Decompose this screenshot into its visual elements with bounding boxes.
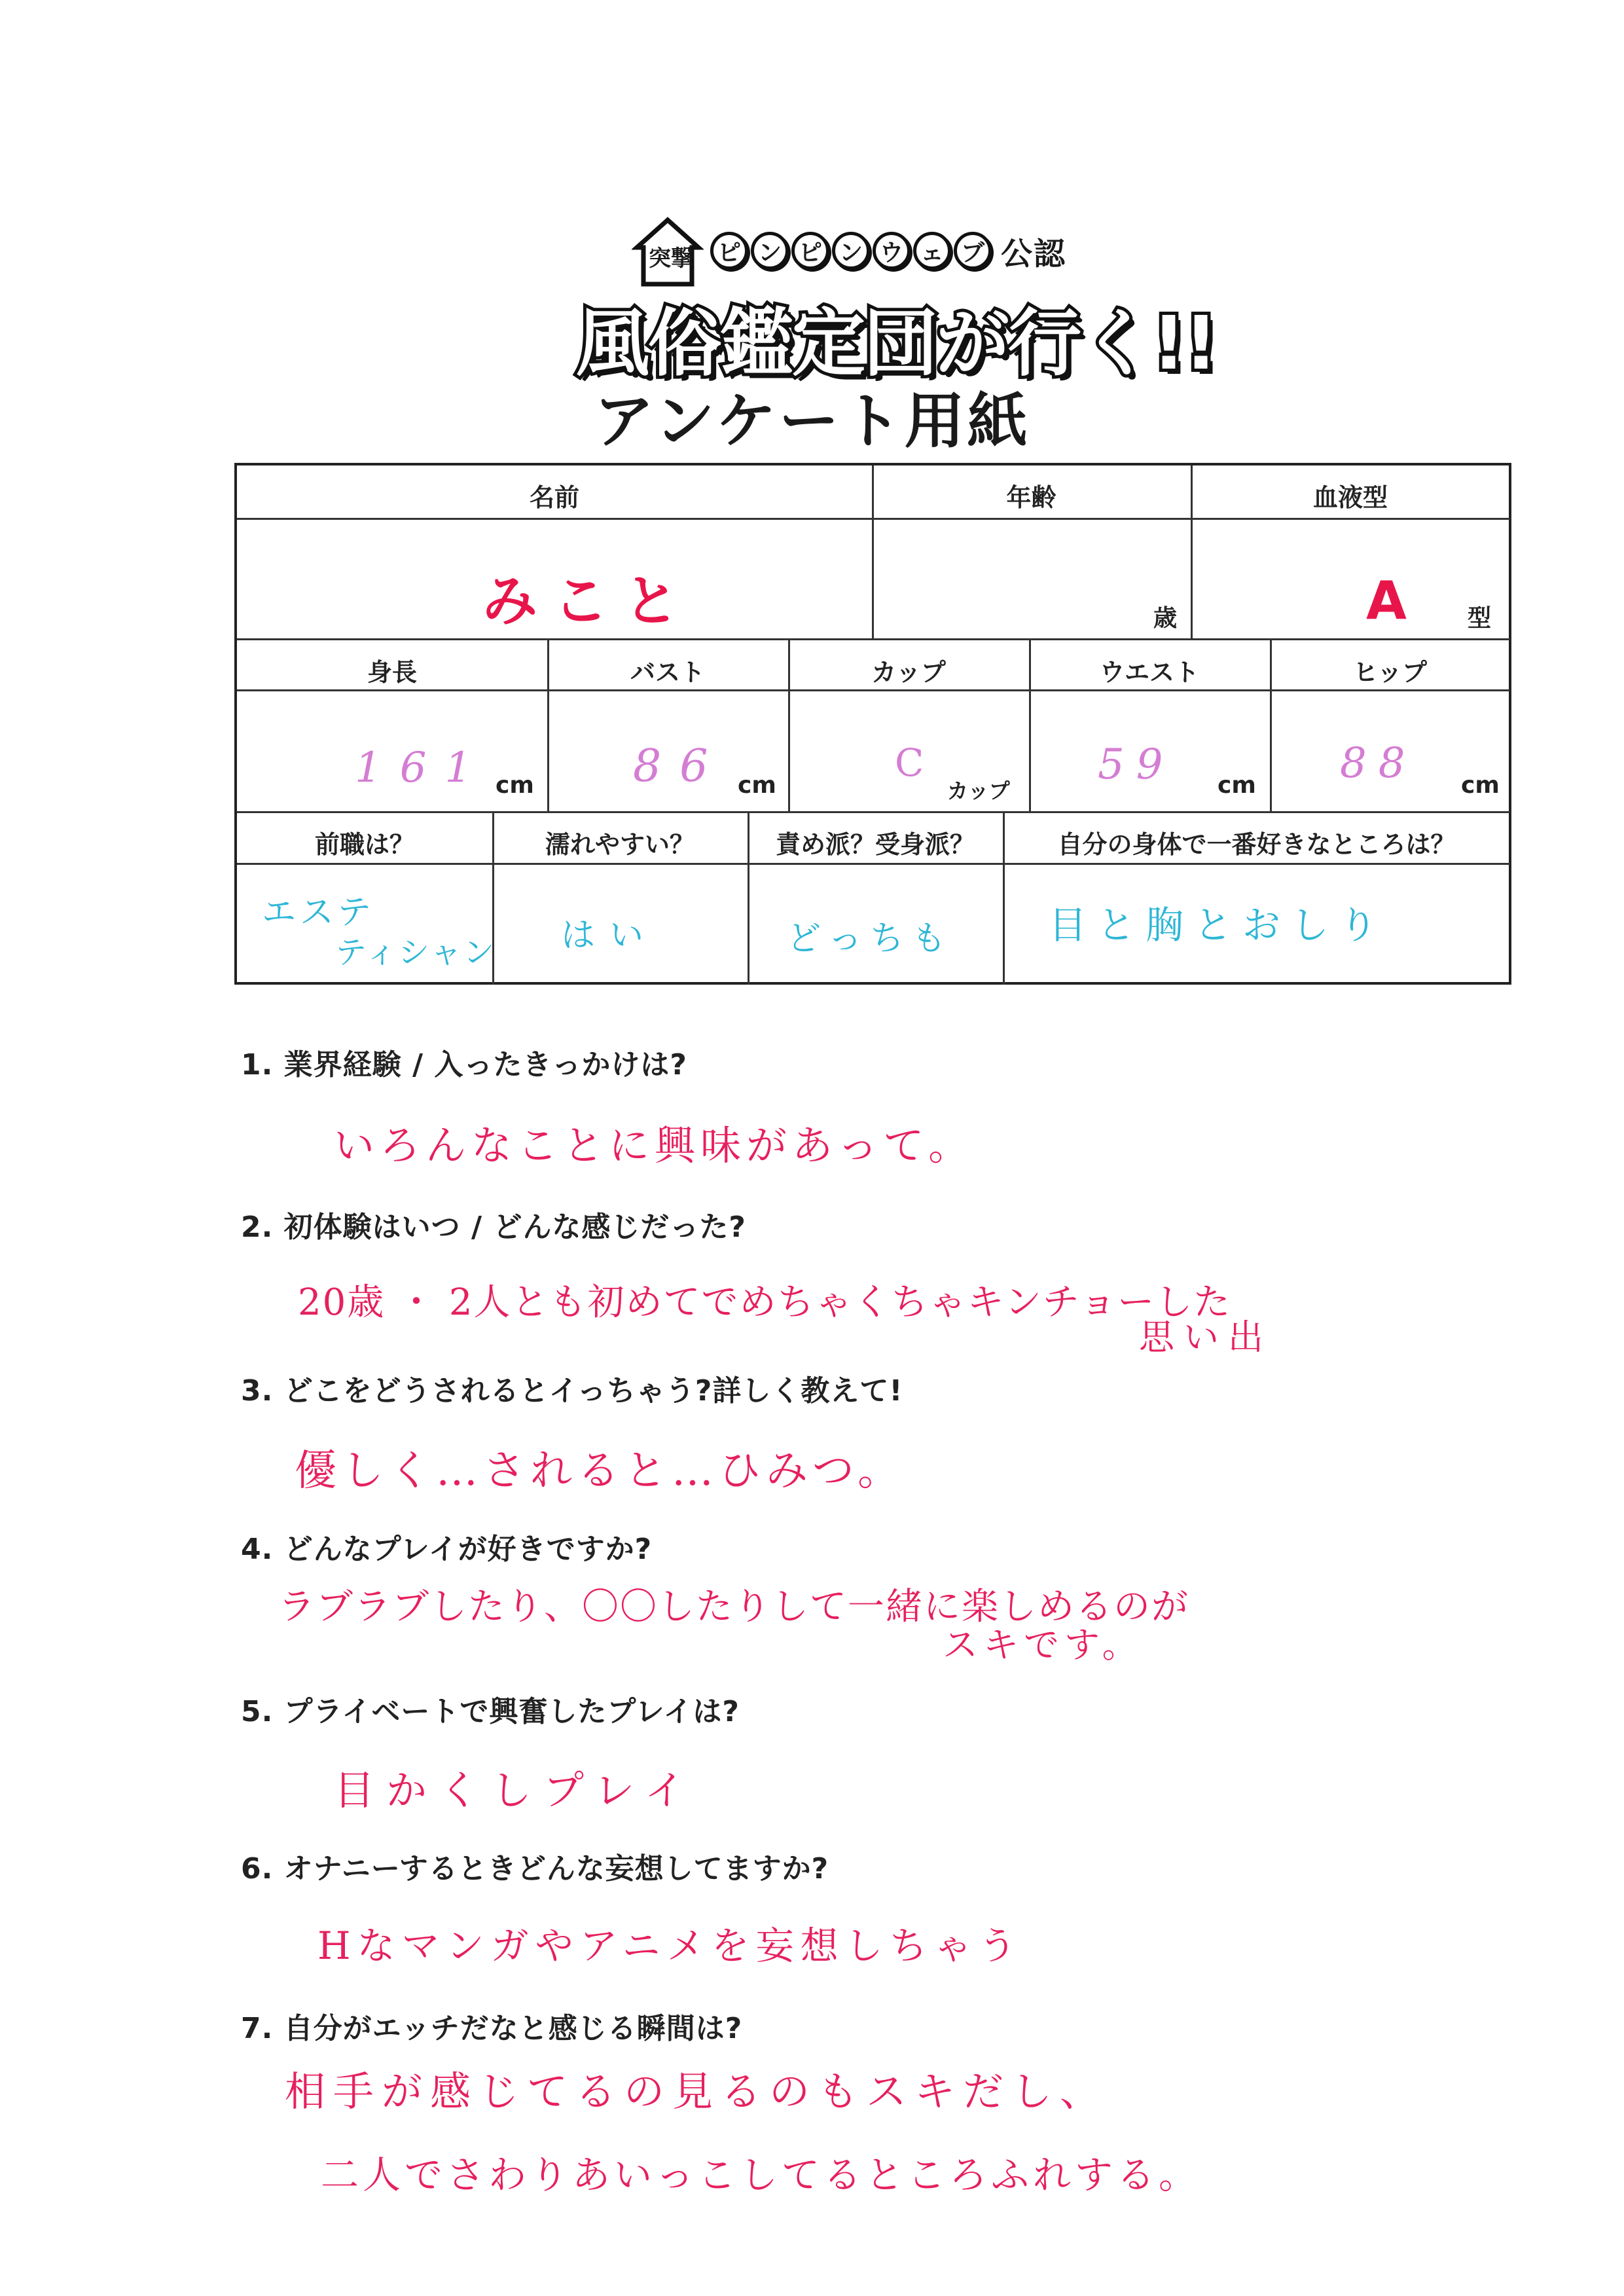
- blood-type-label: 血液型: [1312, 483, 1388, 512]
- waist-value: 59: [1098, 740, 1175, 789]
- favorite-part-value: 目と胸とおしり: [1049, 903, 1388, 947]
- bust-unit: cm: [738, 772, 776, 799]
- height-label: 身長: [367, 658, 417, 687]
- header-logo: [576, 216, 1217, 386]
- prev-job-value-2: ティシャン: [335, 934, 496, 971]
- height-unit: cm: [496, 772, 534, 799]
- hip-unit: cm: [1461, 772, 1500, 799]
- prev-job-label: 前職は？: [314, 830, 414, 859]
- pill-char: ウ: [873, 232, 911, 270]
- cup-label: カップ: [871, 658, 946, 687]
- waist-label: ウエスト: [1099, 658, 1199, 687]
- waist-unit: cm: [1218, 772, 1256, 799]
- play-type-label: 責め派？受身派？: [775, 830, 975, 859]
- play-type-value: どっちも: [787, 919, 954, 958]
- favorite-part-label: 自分の身体で一番好きなところは？: [1057, 830, 1456, 859]
- wet-value: はい: [561, 916, 659, 955]
- answer-4-line-2: スキです。: [943, 1624, 1143, 1666]
- prev-job-value-1: エステ: [262, 893, 375, 932]
- stamp-text: 突撃: [649, 246, 693, 272]
- question-3: 3. どこをどうされるとイっちゃう?詳しく教えて!: [241, 1374, 903, 1408]
- answer-1: いろんなことに興味があって。: [334, 1121, 975, 1169]
- hip-value: 88: [1340, 739, 1417, 788]
- pill-char: ン: [832, 232, 870, 270]
- question-4: 4. どんなプレイが好きですか?: [241, 1533, 653, 1566]
- cup-unit: カップ: [947, 778, 1010, 803]
- blood-type-unit: 型: [1468, 605, 1492, 632]
- main-title: 風俗鑑定団が行く!!: [576, 301, 1217, 386]
- answer-5: 目かくしプレイ: [334, 1766, 697, 1814]
- answer-2-line-1: 20歳 ・ 2人とも初めてでめちゃくちゃキンチョーした: [298, 1281, 1232, 1324]
- survey-title: アンケート用紙: [594, 386, 1030, 456]
- profile-form: [234, 463, 1511, 985]
- age-unit: 歳: [1153, 605, 1178, 632]
- bust-label: バスト: [630, 658, 705, 687]
- subtitle-suffix: 公認: [1001, 235, 1067, 272]
- answer-6: Hなマンガやアニメを妄想しちゃう: [317, 1923, 1023, 1968]
- answer-7-line-1: 相手が感じてるの見るのもスキだし、: [285, 2068, 1109, 2115]
- pill-char: ブ: [954, 232, 992, 270]
- question-5: 5. プライベートで興奮したプレイは?: [241, 1695, 740, 1728]
- question-2: 2. 初体験はいつ / どんな感じだった?: [241, 1211, 746, 1244]
- pill-char: ピ: [791, 232, 829, 270]
- height-value: 161: [355, 744, 490, 792]
- blood-type-value: A: [1366, 570, 1413, 631]
- question-7: 7. 自分がエッチだなと感じる瞬間は?: [241, 2012, 743, 2045]
- pill-char: ピ: [710, 232, 748, 270]
- pill-char: ェ: [913, 232, 951, 270]
- answer-7-line-2: 二人でさわりあいっこしてるところふれする。: [321, 2153, 1201, 2197]
- question-1: 1. 業界経験 / 入ったきっかけは?: [241, 1048, 687, 1082]
- bust-value: 86: [633, 740, 727, 792]
- age-label: 年齢: [1006, 483, 1056, 512]
- question-6: 6. オナニーするときどんな妄想してますか?: [241, 1852, 829, 1886]
- name-label: 名前: [529, 483, 579, 512]
- answer-2-line-2: 思い出: [1139, 1317, 1272, 1358]
- name-value: みこと: [482, 568, 695, 633]
- wet-label: 濡れやすい？: [545, 830, 695, 859]
- cup-value: C: [895, 740, 931, 785]
- hip-label: ヒップ: [1353, 658, 1427, 687]
- answer-4-line-1: ラブラブしたり、〇〇したりして一緒に楽しめるのが: [278, 1586, 1189, 1628]
- answer-3: 優しく…されると…ひみつ。: [295, 1447, 905, 1495]
- pill-char: ン: [751, 232, 789, 270]
- subtitle-pills: [710, 230, 1066, 271]
